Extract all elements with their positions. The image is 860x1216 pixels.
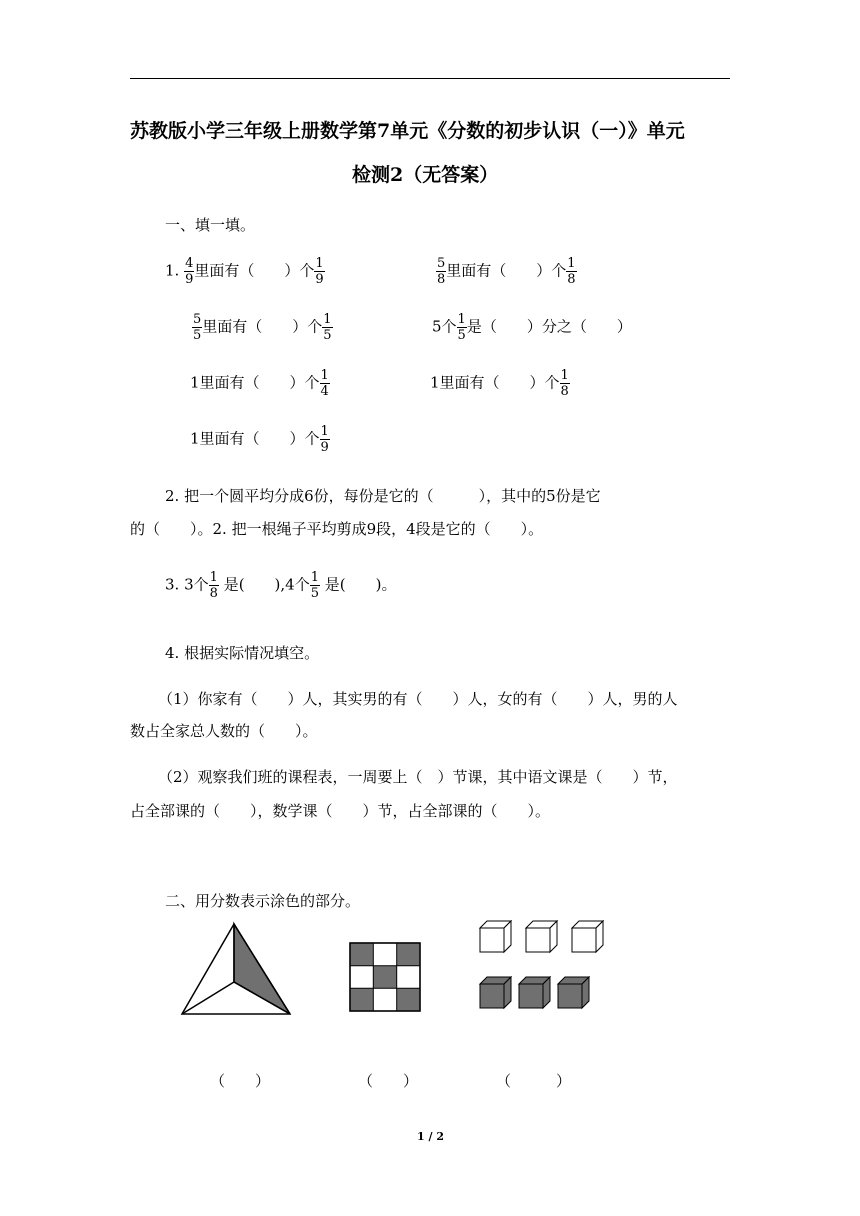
section2-heading: 二、用分数表示涂色的部分。 (165, 892, 361, 910)
doc-title-line2: 检测2（无答案） (352, 164, 499, 186)
q1-item-b: $\frac{5}{8}$ 里面有（ ）个 $\frac{1}{8}$ (437, 256, 576, 287)
q1-item-a: 1. $\frac{4}{9}$ 里面有（ ）个 $\frac{1}{9}$ (165, 256, 324, 287)
q2-line2: 的（ ）。2. 把一根绳子平均剪成9段，4段是它的（ ）。 (130, 520, 544, 538)
q4-part2-line2: 占全部课的（ ），数学课（ ）节，占全部课的（ ）。 (130, 802, 551, 820)
fraction: $\frac{1}{5}$ (323, 312, 332, 343)
fraction: $\frac{1}{4}$ (320, 368, 329, 399)
q4-heading: 4. 根据实际情况填空。 (165, 644, 320, 662)
fraction: $\frac{1}{8}$ (567, 256, 576, 287)
q2-line1: 2. 把一个圆平均分成6份，每份是它的（ ），其中的5份是它 (165, 487, 601, 505)
fraction: $\frac{5}{5}$ (193, 312, 202, 343)
q3: 3. 3个 $\frac{1}{8}$ 是( ),4个 $\frac{1}{5}$ 是( )。 (165, 570, 397, 601)
fraction: $\frac{1}{8}$ (209, 570, 218, 601)
doc-title-line1: 苏教版小学三年级上册数学第7单元《分数的初步认识（一）》单元 (130, 120, 685, 142)
page-number: 1 / 2 (417, 1130, 444, 1143)
q1-item-d: 5个 $\frac{1}{5}$ 是（ ）分之（ ） (432, 312, 632, 343)
fraction: $\frac{1}{8}$ (560, 368, 569, 399)
grid-figure (349, 942, 421, 1012)
triangle-figure (176, 920, 296, 1020)
fraction: $\frac{1}{9}$ (315, 256, 324, 287)
section1-heading: 一、填一填。 (165, 216, 256, 234)
fraction: $\frac{5}{8}$ (437, 256, 446, 287)
q4-part2-line1: （2）观察我们班的课程表，一周要上（ ）节课，其中语文课是（ ）节， (158, 768, 678, 786)
fraction: $\frac{1}{5}$ (457, 312, 466, 343)
q1-item-c: $\frac{5}{5}$ 里面有（ ）个 $\frac{1}{5}$ (193, 312, 332, 343)
fraction: $\frac{1}{5}$ (310, 570, 320, 601)
top-rule (130, 78, 730, 79)
fraction: $\frac{1}{9}$ (320, 424, 329, 455)
answer-blank-2[interactable]: （ ） (358, 1072, 419, 1090)
q1-item-f: 1里面有（ ）个 $\frac{1}{8}$ (430, 368, 569, 399)
fraction: $\frac{4}{9}$ (185, 256, 194, 287)
q1-number: 1. (165, 261, 180, 280)
q4-part1-line1: （1）你家有（ ）人，其实男的有（ ）人，女的有（ ）人，男的人 (158, 690, 678, 708)
q1-item-g: 1里面有（ ）个 $\frac{1}{9}$ (190, 424, 329, 455)
answer-blank-3[interactable]: （ ） (496, 1072, 572, 1090)
cubes-figure (478, 918, 608, 1012)
q1-item-e: 1里面有（ ）个 $\frac{1}{4}$ (190, 368, 329, 399)
q4-part1-line2: 数占全家总人数的（ ）。 (130, 722, 318, 740)
answer-blank-1[interactable]: （ ） (210, 1072, 271, 1090)
